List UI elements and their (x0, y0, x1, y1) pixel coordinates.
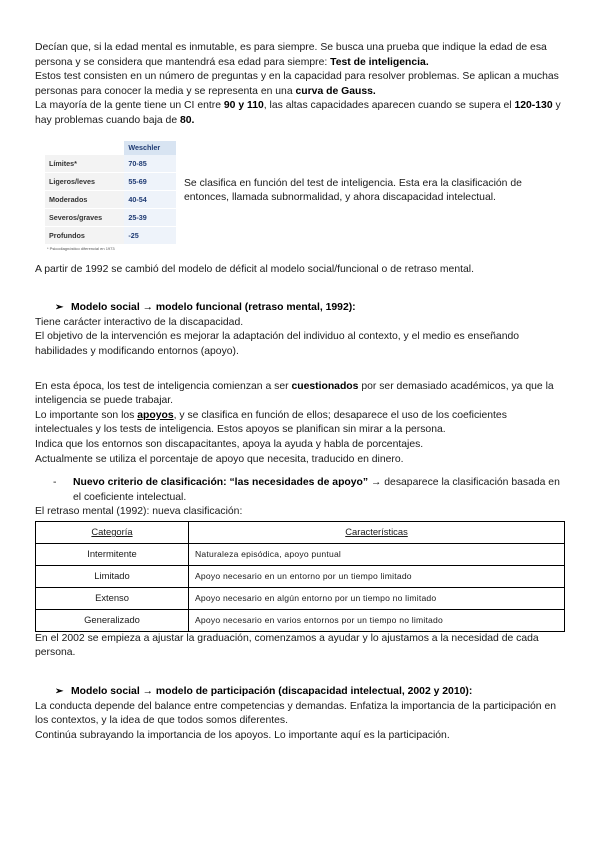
table-row: Limitado Apoyo necesario en un entorno por un tiempo limitado (36, 565, 565, 587)
text-line: Continúa subrayando la importancia de los apoyos. Lo importante aquí es la participación. (35, 729, 450, 741)
figure-row (35, 141, 565, 257)
image-table-row: Ligeros/leves 55-69 (45, 172, 176, 190)
paragraph-cuestionados: En esta época, los test de inteligencia comienzan a ser cuestionados por ser demasiado académicos, ya que la inteligencia se puede trabajar. (35, 380, 554, 407)
text-line: Actualmente se utiliza el porcentaje de apoyo que necesita, traducido en dinero. (35, 453, 404, 465)
paragraph-edad-mental: Decían que, si la edad mental es inmutable, es para siempre. Se busca una prueba que indique la edad de esa persona y se considera que mantendrá esa edad para siempre: Test de inteligencia. (35, 42, 547, 68)
weschler-image-table (45, 141, 176, 253)
section-heading-modelo-participacion: ➢ Modelo social → modelo de participación (discapacidad intelectual, 2002 y 2010): (35, 685, 565, 700)
table-row: Generalizado Apoyo necesario en varios entornos por un tiempo no limitado (36, 609, 565, 631)
image-table-row: Moderados 40-54 (45, 190, 176, 208)
column-header: Características (189, 521, 565, 543)
table-row: Intermitente Naturaleza episódica, apoyo puntual (36, 543, 565, 565)
table-header-row (36, 521, 565, 543)
text-line: La conducta depende del balance entre competencias y demandas. Enfatiza la importancia de la participación en los contextos, y la idea de que todos somos diferentes. (35, 700, 557, 727)
document-page (35, 41, 565, 743)
text-line: Tiene carácter interactivo de la discapacidad. (35, 316, 244, 328)
image-table-row: Profundos -25 (45, 226, 176, 244)
arrow-bullet-icon: ➢ (55, 302, 64, 314)
paragraph-1992-change: A partir de 1992 se cambió del modelo de déficit al modelo social/funcional o de retraso mental. (35, 263, 474, 275)
dash-bullet: - (53, 477, 57, 489)
text-line: El objetivo de la intervención es mejorar la adaptación del individuo al contexto, y el medio es enseñando habilidades y modificando entornos (apoyo). (35, 331, 520, 357)
paragraph-test-description: Estos test consisten en un número de preguntas y en la capacidad para resolver problemas. Se aplican a muchas personas para conocer la media y se representa en una curva de Gauss. (35, 71, 559, 97)
column-header: Categoría (36, 521, 189, 543)
paragraph-ci-ranges: La mayoría de la gente tiene un CI entre 90 y 110, las altas capacidades aparecen cuando se supera el 120-130 y hay problemas cuando baja de 80. (35, 100, 561, 126)
paragraph-2002: En el 2002 se empieza a ajustar la graduación, comenzamos a ayudar y lo ajustamos a la necesidad de cada persona. (35, 632, 539, 659)
image-table-note: * Psicodiagnóstico diferencial en 1973 (45, 244, 176, 252)
section-heading-modelo-funcional: ➢ Modelo social → modelo funcional (retraso mental, 1992): (35, 301, 565, 316)
table-row: Extenso Apoyo necesario en algún entorno por un tiempo no limitado (36, 587, 565, 609)
dash-list-item: - Nuevo criterio de clasificación: “las necesidades de apoyo” → desaparece la clasificación basada en el coeficiente intelectual. (35, 476, 565, 505)
classification-table (35, 521, 565, 632)
image-table-row: Severos/graves 25-39 (45, 208, 176, 226)
paragraph-apoyos: Lo importante son los apoyos, y se clasifica en función de ellos; desaparece el uso de los coeficientes intelectuales y los tests de inteligencia. Estos apoyos se planifican sin mirar a la persona. (35, 409, 507, 436)
figure-caption-text: Se clasifica en función del test de inteligencia. Esta era la clasificación de entonces, llamada subnormalidad, y ahora discapacidad intelectual. (184, 177, 522, 204)
text-line: El retraso mental (1992): nueva clasificación: (35, 506, 243, 518)
weschler-header: Weschler (124, 141, 176, 155)
image-table-row: Límites* 70-85 (45, 155, 176, 173)
arrow-bullet-icon: ➢ (55, 686, 64, 698)
text-line: Indica que los entornos son discapacitantes, apoya la ayuda y habla de porcentajes. (35, 438, 424, 450)
